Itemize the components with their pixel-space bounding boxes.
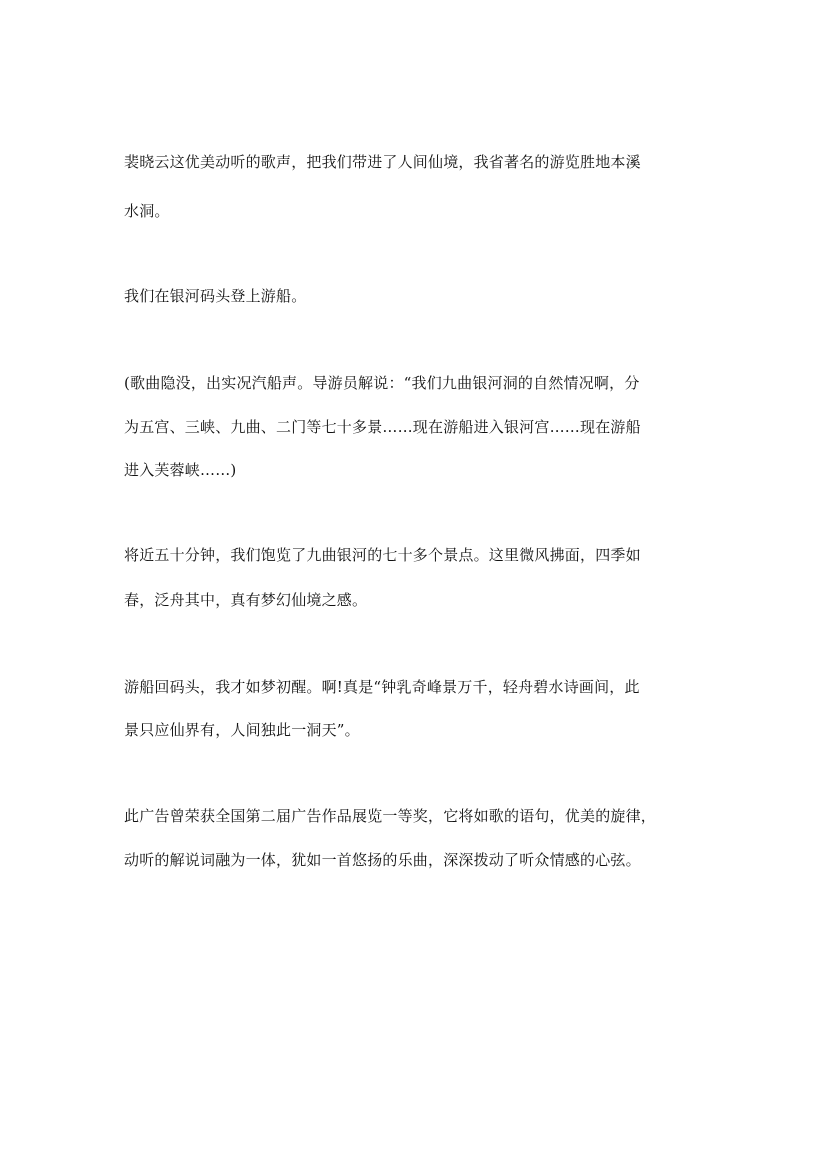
paragraph-line: 将近五十分钟，我们饱览了九曲银河的七十多个景点。这里微风拂面，四季如 <box>124 546 641 564</box>
paragraph-line: 进入芙蓉峡……) <box>124 461 237 479</box>
paragraph-line: 为五宫、三峡、九曲、二门等七十多景……现在游船进入银河宫……现在游船 <box>124 418 641 436</box>
paragraph-line: 裴晓云这优美动听的歌声，把我们带进了人间仙境，我省著名的游览胜地本溪 <box>124 153 641 171</box>
paragraph-line: 春，泛舟其中，真有梦幻仙境之感。 <box>124 591 368 609</box>
paragraph-line: (歌曲隐没，出实况汽船声。导游员解说：“我们九曲银河洞的自然情况啊，分 <box>124 374 640 392</box>
paragraph-line: 此广告曾荣获全国第二届广告作品展览一等奖，它将如歌的语句，优美的旋律， <box>124 807 657 825</box>
paragraph-line: 游船回码头，我才如梦初醒。啊!真是“钟乳奇峰景万千，轻舟碧水诗画间，此 <box>124 678 640 696</box>
paragraph-line: 水洞。 <box>124 202 170 220</box>
paragraph-line: 景只应仙界有，人间独此一洞天”。 <box>124 721 360 739</box>
paragraph-line: 动听的解说词融为一体，犹如一首悠扬的乐曲，深深拨动了听众情感的心弦。 <box>124 851 641 869</box>
paragraph-line: 我们在银河码头登上游船。 <box>124 287 307 305</box>
